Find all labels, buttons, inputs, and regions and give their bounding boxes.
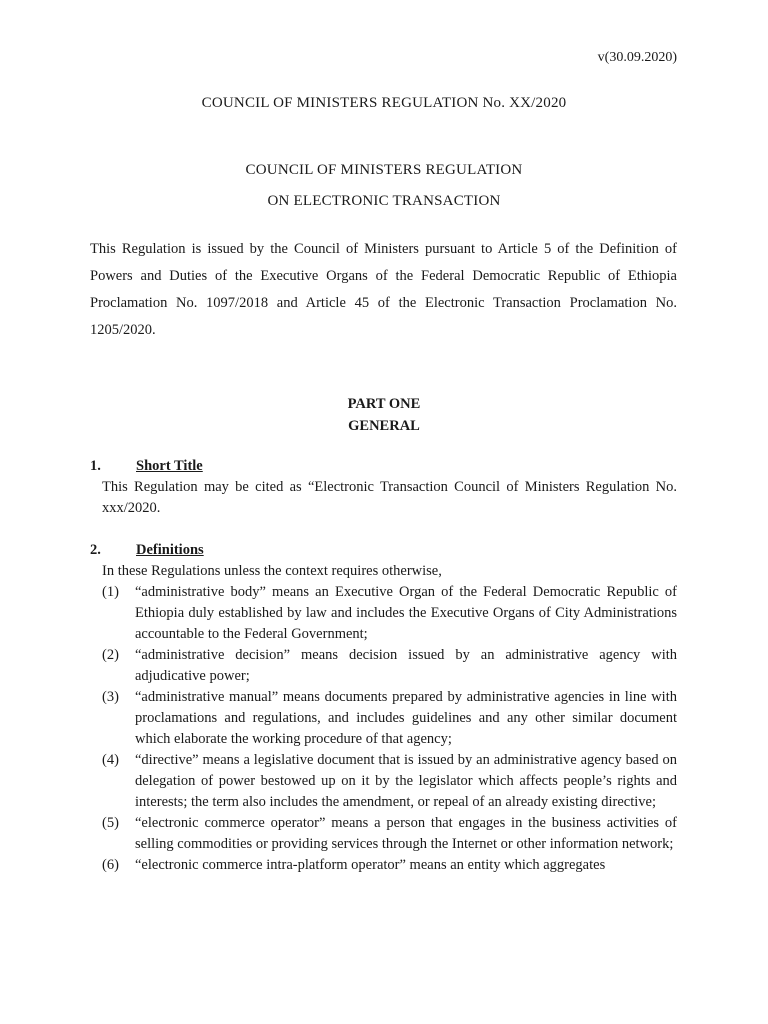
definition-number: (6): [102, 857, 119, 873]
definition-item: [102, 645, 677, 687]
section-title: Definitions: [136, 542, 204, 558]
part-subtitle: GENERAL: [348, 418, 420, 434]
definition-text: “electronic commerce intra-platform operator” means an entity which aggregates: [135, 857, 606, 873]
regulation-number: COUNCIL OF MINISTERS REGULATION No. XX/2020: [201, 95, 567, 111]
section-definitions: [90, 540, 677, 876]
document-title: [0, 155, 768, 217]
section-heading: [90, 540, 677, 561]
section-body: This Regulation may be cited as “Electronic Transaction Council of Ministers Regulation No. xxx/2020.: [102, 479, 677, 516]
definition-text: “directive” means a legislative document that is issued by an administrative agency based on delegation of power bestowed up on it by the legislator which affects people’s rights and interests; the term also includes the amendment, or repeal of an already existing directive;: [135, 752, 677, 810]
section-short-title: [90, 456, 677, 519]
definition-number: (2): [102, 647, 119, 663]
part-title: PART ONE: [347, 396, 421, 412]
section-title: Short Title: [136, 458, 203, 474]
definition-item: [102, 855, 677, 876]
definition-item: [102, 750, 677, 813]
definition-number: (4): [102, 752, 119, 768]
definition-item: [102, 687, 677, 750]
title-line-2: ON ELECTRONIC TRANSACTION: [267, 193, 501, 209]
definition-text: “administrative manual” means documents prepared by administrative agencies in line with proclamations and regulations, and includes guidelines and any other similar document which elaborate the working procedure of that agency;: [135, 689, 677, 747]
section-heading: [90, 456, 677, 477]
section-number: 2.: [90, 542, 101, 558]
part-heading: [0, 393, 768, 437]
definition-item: [102, 582, 677, 645]
title-line-1: COUNCIL OF MINISTERS REGULATION: [245, 162, 523, 178]
definition-number: (1): [102, 584, 119, 600]
definition-item: [102, 813, 677, 855]
section-number: 1.: [90, 458, 101, 474]
definition-number: (3): [102, 689, 119, 705]
definition-number: (5): [102, 815, 119, 831]
definition-text: “administrative body” means an Executive Organ of the Federal Democratic Republic of Ethiopia duly established by law and includes the Executive Organs of City Administrations accountable to the Federal Government;: [135, 584, 677, 642]
definition-text: “electronic commerce operator” means a person that engages in the business activities of selling commodities or providing services through the Internet or other information network;: [135, 815, 677, 852]
version-date: v(30.09.2020): [597, 50, 677, 65]
preamble-paragraph: This Regulation is issued by the Council of Ministers pursuant to Article 5 of the Definition of Powers and Duties of the Executive Organs of the Federal Democratic Republic of Ethiopia Proclamation No. 1097/2018 and Article 45 of the Electronic Transaction Proclamation No. 1205/2020.: [90, 241, 677, 338]
definitions-intro: In these Regulations unless the context requires otherwise,: [102, 563, 442, 579]
definition-text: “administrative decision” means decision issued by an administrative agency with adjudicative power;: [135, 647, 677, 684]
